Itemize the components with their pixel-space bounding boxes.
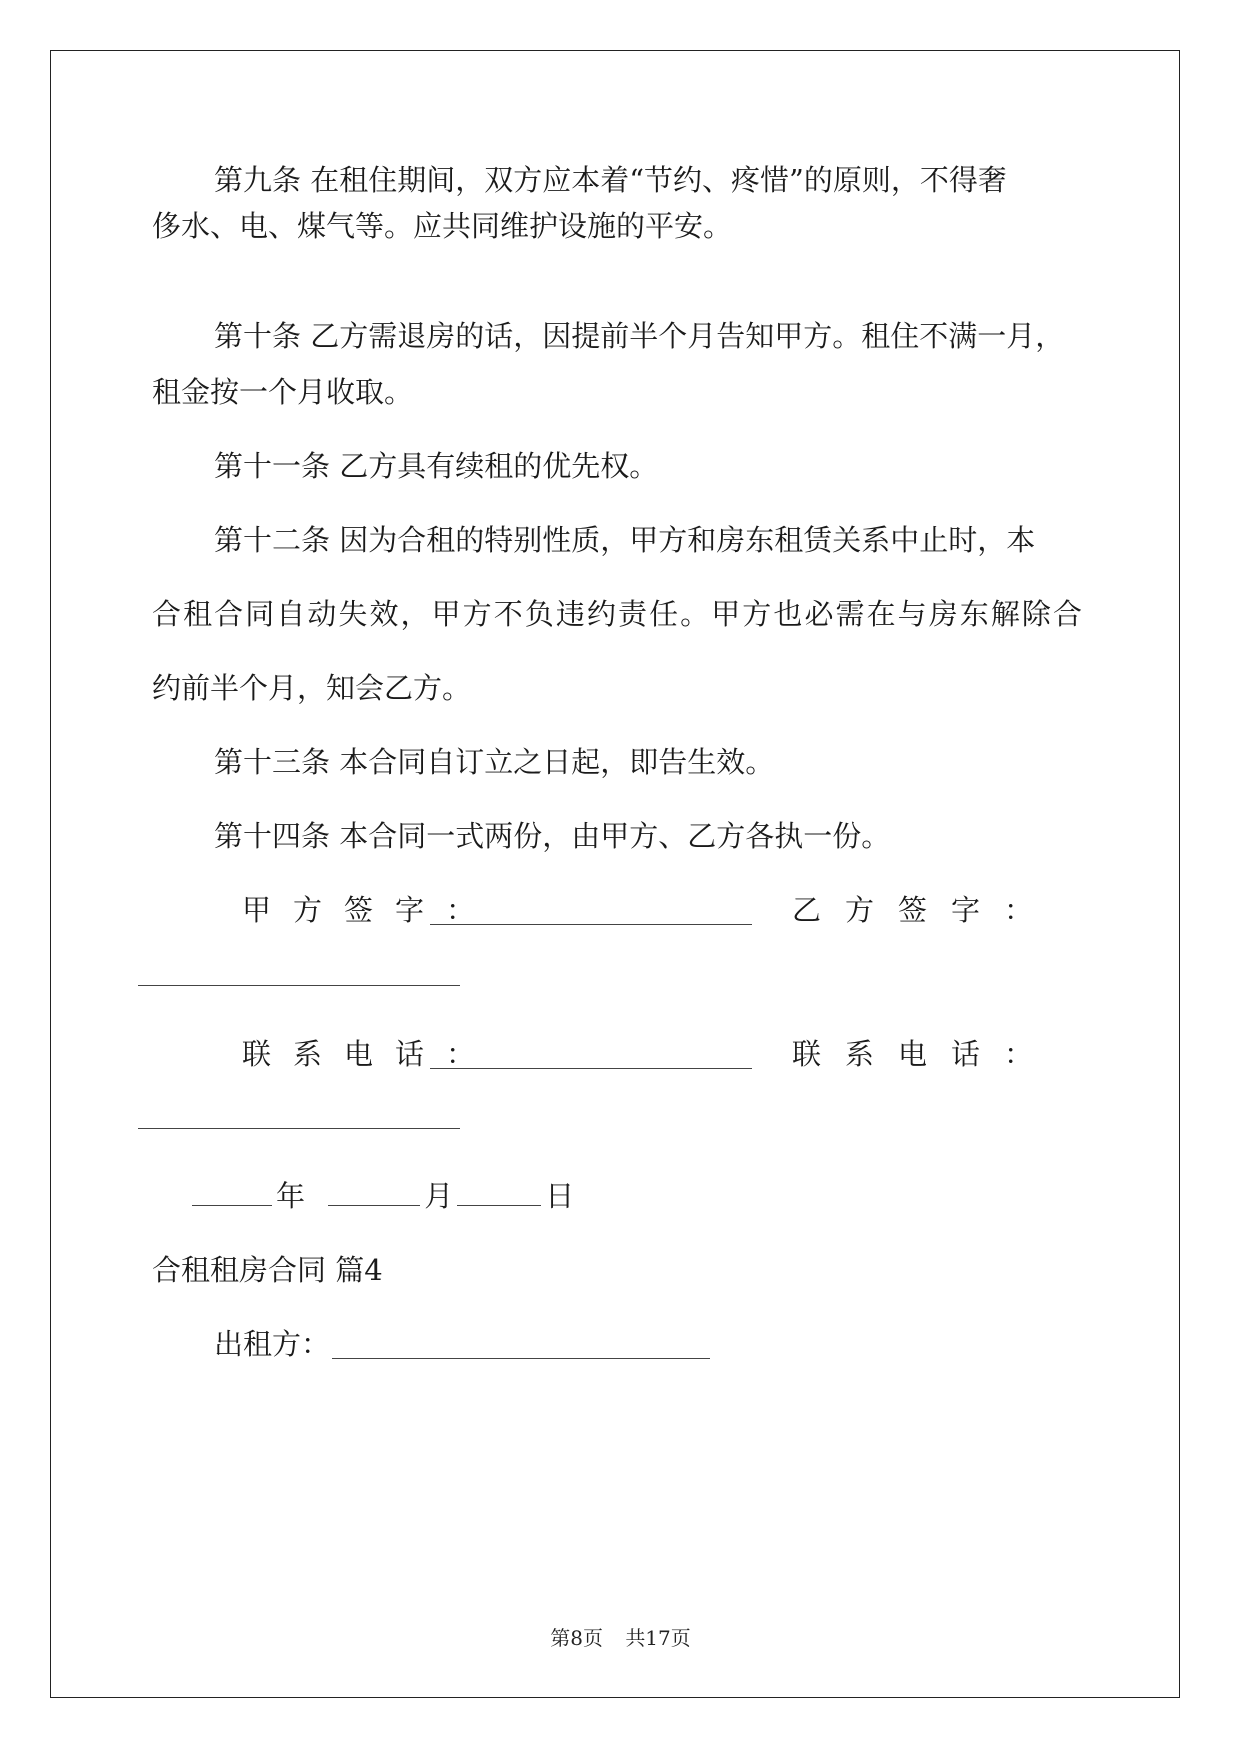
party-a-sign-blank[interactable] bbox=[430, 924, 752, 925]
article-9-line-1: 第九条 在租住期间，双方应本着“节约、疼惜”的原则，不得奢 bbox=[214, 163, 1007, 197]
article-14: 第十四条 本合同一式两份，由甲方、乙方各执一份。 bbox=[214, 819, 891, 853]
article-12-line-3: 约前半个月，知会乙方。 bbox=[152, 671, 472, 705]
page-border bbox=[50, 50, 1180, 1698]
signature-row bbox=[152, 890, 1082, 930]
party-b-phone-blank[interactable] bbox=[138, 1128, 460, 1129]
year-blank[interactable] bbox=[192, 1179, 272, 1206]
lessor-row bbox=[214, 1324, 330, 1364]
year-label: 年 bbox=[276, 1179, 306, 1213]
section-title: 合租租房合同 篇4 bbox=[152, 1253, 383, 1287]
day-blank[interactable] bbox=[457, 1179, 541, 1206]
party-a-sign-label: 甲方签字： bbox=[242, 893, 498, 927]
day-label: 日 bbox=[545, 1179, 575, 1213]
page-footer bbox=[0, 1622, 1241, 1651]
article-10-line-2: 租金按一个月收取。 bbox=[152, 375, 414, 409]
month-label: 月 bbox=[424, 1179, 454, 1213]
article-10-line-1: 第十条 乙方需退房的话，因提前半个月告知甲方。租住不满一月， bbox=[214, 319, 1065, 353]
month-blank[interactable] bbox=[328, 1179, 420, 1206]
article-12-line-1: 第十二条 因为合租的特别性质，甲方和房东租赁关系中止时，本 bbox=[214, 523, 1036, 557]
party-a-phone-blank[interactable] bbox=[430, 1068, 752, 1069]
date-line bbox=[192, 1176, 574, 1216]
party-b-sign-blank[interactable] bbox=[138, 985, 460, 986]
party-b-phone-label: 联系电话： bbox=[792, 1037, 1058, 1071]
article-9-line-2: 侈水、电、煤气等。应共同维护设施的平安。 bbox=[152, 209, 733, 243]
party-b-sign-label: 乙方签字： bbox=[792, 893, 1058, 927]
page-number: 第8页 bbox=[550, 1626, 603, 1650]
party-a-phone-label: 联系电话： bbox=[242, 1037, 498, 1071]
article-12-line-2: 合租合同自动失效，甲方不负违约责任。甲方也必需在与房东解除合 bbox=[152, 597, 1082, 631]
article-13: 第十三条 本合同自订立之日起，即告生效。 bbox=[214, 745, 775, 779]
page-total: 共17页 bbox=[625, 1626, 691, 1650]
lessor-blank[interactable] bbox=[332, 1358, 710, 1359]
lessor-label: 出租方： bbox=[214, 1327, 331, 1361]
phone-row bbox=[152, 1034, 1082, 1074]
article-11: 第十一条 乙方具有续租的优先权。 bbox=[214, 449, 659, 483]
